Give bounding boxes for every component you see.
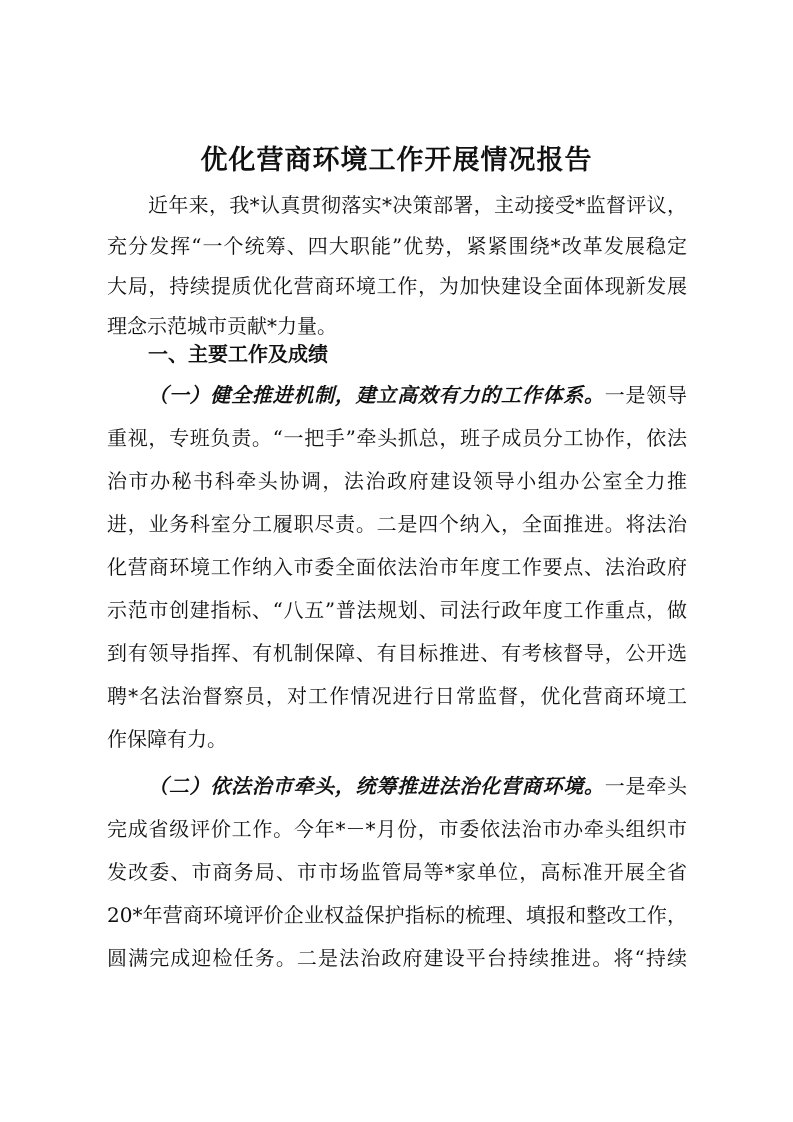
subsection-1-line: 示范市创建指标、“八五”普法规划、司法行政年度工作重点，做 — [107, 598, 687, 622]
subsection-2-line: 完成省级评价工作。今年*－*月份，市委依法治市办牵头组织市 — [107, 817, 687, 841]
document-title: 优化营商环境工作开展情况报告 — [200, 145, 593, 176]
subsection-1-line: 进，业务科室分工履职尽责。二是四个纳入，全面推进。将法治 — [107, 512, 687, 536]
intro-line-2: 充分发挥“一个统筹、四大职能”优势，紧紧围绕*改革发展稳定 — [107, 234, 687, 258]
subsection-1-line: 治市办秘书科牵头协调，法治政府建设领导小组办公室全力推 — [107, 469, 687, 493]
subsection-2-first-line-text: 一是牵头 — [604, 774, 688, 798]
intro-line-4: 理念示范城市贡献*力量。 — [107, 314, 337, 338]
subsection-2-heading: （二）依法治市牵头，统筹推进法治化营商环境。 — [148, 774, 605, 798]
subsection-2-line: 发改委、市商务局、市市场监管局等*家单位，高标准开展全省 — [107, 860, 687, 884]
subsection-1-line: 化营商环境工作纳入市委全面依法治市年度工作要点、法治政府 — [107, 555, 687, 579]
subsection-1-first-line-text: 一是领导 — [604, 383, 688, 407]
intro-line-3: 大局，持续提质优化营商环境工作，为加快建设全面体现新发展 — [107, 274, 687, 298]
subsection-1-line: 作保障有力。 — [107, 727, 227, 751]
subsection-2-first-line — [148, 766, 687, 806]
subsection-2-line: 20*年营商环境评价企业权益保护指标的梳理、填报和整改工作， — [107, 903, 687, 927]
subsection-1-first-line — [148, 375, 687, 415]
subsection-1-line: 聘*名法治督察员，对工作情况进行日常监督，优化营商环境工 — [107, 684, 687, 708]
intro-line-1: 近年来，我*认真贯彻落实*决策部署，主动接受*监督评议， — [148, 193, 687, 217]
subsection-2-line: 圆满完成迎检任务。二是法治政府建设平台持续推进。将“持续 — [107, 946, 687, 970]
subsection-1-heading: （一）健全推进机制，建立高效有力的工作体系。 — [148, 383, 605, 407]
section-heading: 一、主要工作及成绩 — [148, 342, 328, 366]
subsection-1-line: 到有领导指挥、有机制保障、有目标推进、有考核督导，公开选 — [107, 641, 687, 665]
subsection-1-line: 重视，专班负责。“一把手”牵头抓总，班子成员分工协作，依法 — [107, 426, 687, 450]
